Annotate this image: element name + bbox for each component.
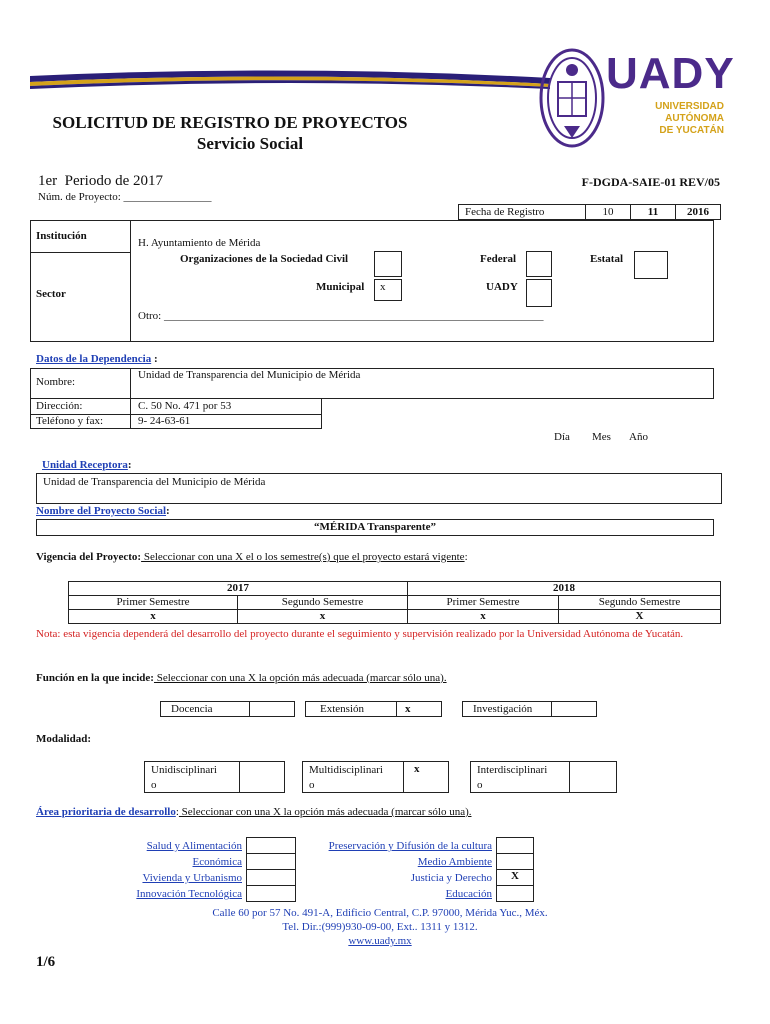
header-swoosh — [30, 62, 550, 102]
sector-option-uady: UADY — [486, 281, 518, 293]
dependency-divider — [130, 368, 131, 399]
footer-url-link[interactable]: www.uady.mx — [348, 935, 412, 947]
footer-address: Calle 60 por 57 No. 491-A, Edificio Central, C.P. 97000, Mérida Yuc., Méx. — [212, 907, 548, 919]
registration-date-label: Fecha de Registro — [458, 204, 586, 220]
dependency-table — [30, 368, 714, 399]
date-label-month: Mes — [592, 431, 611, 443]
function-mark-docencia[interactable] — [249, 701, 295, 717]
function-option-docencia: Docencia — [160, 701, 250, 717]
sector-label: Sector — [36, 288, 66, 300]
institution-sector-table — [30, 220, 714, 342]
sector-checkbox-estatal[interactable] — [634, 251, 668, 279]
modality-mark-inter[interactable] — [569, 761, 617, 793]
modality-label: Modalidad: — [36, 733, 92, 745]
priority-mark-ambiente[interactable] — [496, 853, 534, 870]
semester-mark-1-2017[interactable]: x — [68, 609, 238, 624]
validity-instruction: Vigencia del Proyecto: Seleccionar con una X el o los semestre(s) que el proyecto estará vigente: — [36, 551, 468, 563]
semester-1-2017: Primer Semestre — [68, 595, 238, 610]
dependency-name-label: Nombre: — [36, 376, 76, 388]
priority-option-educacion: Educación — [445, 888, 492, 900]
registration-year: 2016 — [675, 204, 721, 220]
column-divider — [130, 220, 131, 342]
validity-year-2018: 2018 — [407, 581, 721, 596]
priority-option-innovacion: Innovación Tecnológica — [136, 888, 242, 900]
modality-option-multi: Multidisciplinari o — [302, 761, 404, 793]
priority-option-ambiente: Medio Ambiente — [417, 856, 492, 868]
sector-option-estatal: Estatal — [590, 253, 623, 265]
priority-area-instruction: Área prioritaria de desarrollo: Seleccionar con una X la opción más adecuada (marcar sólo una). — [36, 806, 472, 818]
date-label-day: Día — [554, 431, 570, 443]
uady-seal-icon — [538, 46, 606, 150]
priority-option-salud: Salud y Alimentación — [146, 840, 242, 852]
sector-option-federal: Federal — [480, 253, 517, 265]
semester-mark-2-2018[interactable]: X — [558, 609, 721, 624]
priority-mark-cultura[interactable] — [496, 837, 534, 854]
semester-mark-1-2018[interactable]: x — [407, 609, 559, 624]
date-label-year: Año — [629, 431, 648, 443]
page-title: SOLICITUD DE REGISTRO DE PROYECTOS — [52, 113, 408, 132]
logo-subtitle: UNIVERSIDAD AUTÓNOMA DE YUCATÁN — [655, 101, 724, 136]
modality-option-uni: Unidisciplinari o — [144, 761, 240, 793]
registration-day: 10 — [585, 204, 631, 220]
priority-mark-salud[interactable] — [246, 837, 296, 854]
semester-2-2018: Segundo Semestre — [558, 595, 721, 610]
priority-mark-economica[interactable] — [246, 853, 296, 870]
sector-option-municipal: Municipal — [316, 281, 365, 293]
semester-mark-2-2017[interactable]: x — [237, 609, 408, 624]
sector-option-civil: Organizaciones de la Sociedad Civil — [180, 253, 349, 265]
period-label: 1er Periodo de 2017 — [38, 173, 163, 189]
sector-checkbox-municipal[interactable]: x — [374, 279, 402, 301]
sector-checkbox-civil[interactable] — [374, 251, 402, 277]
priority-mark-innovacion[interactable] — [246, 885, 296, 902]
institution-label: Institución — [36, 230, 87, 242]
project-name-heading: Nombre del Proyecto Social: — [36, 505, 170, 517]
priority-mark-educacion[interactable] — [496, 885, 534, 902]
priority-option-vivienda: Vivienda y Urbanismo — [142, 872, 242, 884]
validity-year-2017: 2017 — [68, 581, 408, 596]
semester-2-2017: Segundo Semestre — [237, 595, 408, 610]
priority-mark-vivienda[interactable] — [246, 869, 296, 886]
priority-right-list — [296, 838, 492, 902]
modality-mark-multi[interactable]: x — [403, 761, 449, 793]
sector-checkbox-uady[interactable] — [526, 279, 552, 307]
function-mark-investigacion[interactable] — [551, 701, 597, 717]
priority-option-cultura: Preservación y Difusión de la cultura — [328, 840, 492, 852]
priority-left-list — [96, 838, 242, 902]
phone-value: 9- 24-63-61 — [138, 415, 191, 427]
logo-wordmark: UADY — [606, 49, 735, 98]
dependency-heading: Datos de la Dependencia : — [36, 353, 158, 365]
priority-mark-justicia[interactable]: X — [496, 869, 534, 886]
modality-mark-uni[interactable] — [239, 761, 285, 793]
address-value: C. 50 No. 471 por 53 — [138, 400, 232, 412]
sector-other-field[interactable]: Otro: _____________________________________________________________________ — [138, 310, 544, 322]
form-code: F-DGDA-SAIE-01 REV/05 — [581, 175, 720, 189]
modality-option-inter: Interdisciplinari o — [470, 761, 570, 793]
receiving-unit-heading: Unidad Receptora: — [42, 459, 132, 471]
project-number-label: Núm. de Proyecto: ________________ — [38, 191, 212, 203]
dependency-name-value: Unidad de Transparencia del Municipio de Mérida — [138, 369, 361, 381]
function-option-extension: Extensión — [305, 701, 397, 717]
sector-checkbox-federal[interactable] — [526, 251, 552, 277]
registration-month: 11 — [630, 204, 676, 220]
function-option-investigacion: Investigación — [462, 701, 552, 717]
footer-phone: Tel. Dir.:(999)930-09-00, Ext.. 1311 y 1312. — [282, 921, 478, 933]
page-subtitle: Servicio Social — [196, 134, 304, 153]
receiving-unit-value: Unidad de Transparencia del Municipio de Mérida — [36, 473, 722, 504]
semester-1-2018: Primer Semestre — [407, 595, 559, 610]
project-name-value: “MÉRIDA Transparente” — [36, 519, 714, 536]
institution-value: H. Ayuntamiento de Mérida — [138, 237, 261, 249]
priority-option-justicia: Justicia y Derecho — [410, 872, 492, 884]
function-mark-extension[interactable]: x — [396, 701, 442, 717]
validity-note: Nota: esta vigencia dependerá del desarrollo del proyecto durante el seguimiento y supervisión realizado por la Universidad Autónoma de Yucatán. — [36, 628, 684, 640]
institution-divider — [30, 252, 130, 253]
priority-option-economica: Económica — [192, 856, 242, 868]
phone-label: Teléfono y fax: — [36, 415, 104, 427]
function-instruction: Función en la que incide: Seleccionar con una X la opción más adecuada (marcar sólo una). — [36, 672, 447, 684]
page-number: 1/6 — [36, 954, 56, 970]
address-label: Dirección: — [36, 400, 83, 412]
